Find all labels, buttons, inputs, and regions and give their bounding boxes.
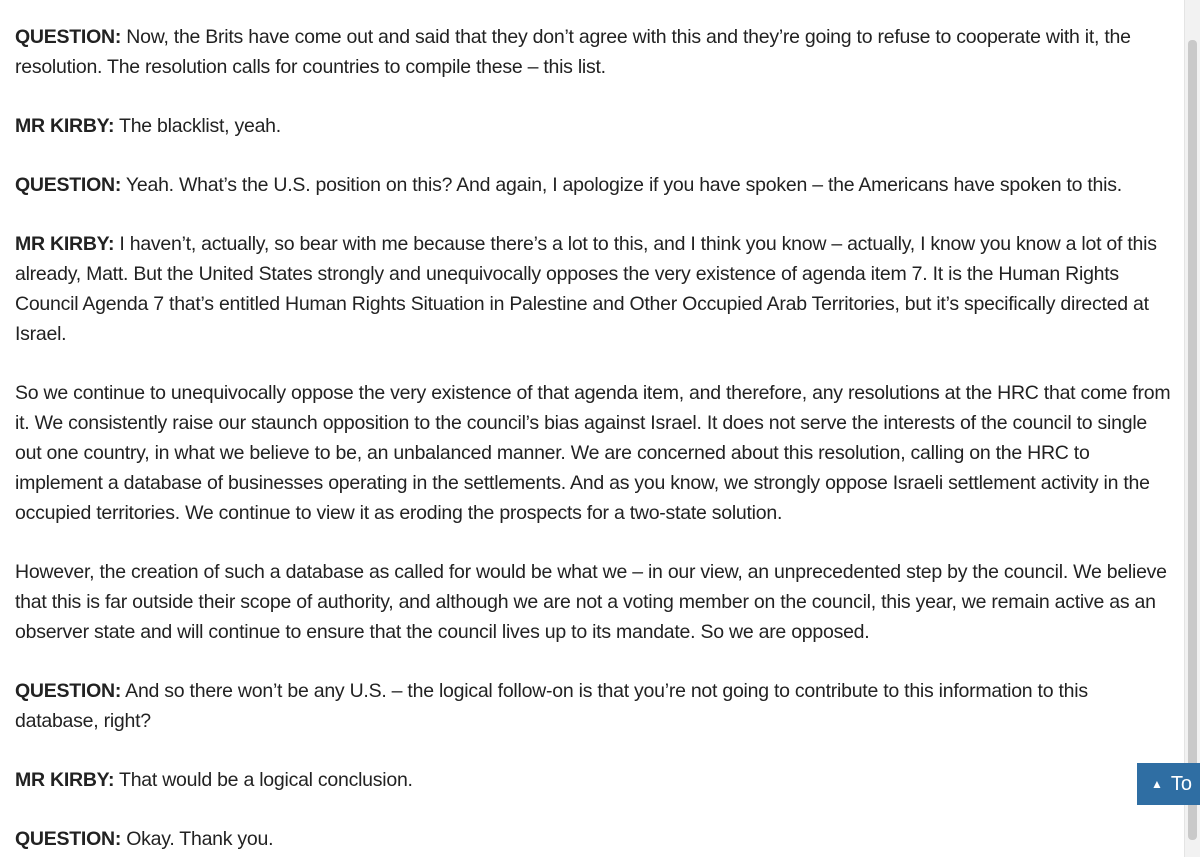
transcript-paragraph (15, 676, 1175, 736)
back-to-top-label: To (1170, 772, 1193, 795)
transcript-paragraph (15, 378, 1175, 528)
speaker-label: MR KIRBY: (15, 233, 115, 255)
vertical-scrollbar[interactable] (1184, 0, 1200, 857)
transcript-paragraph (15, 111, 1175, 141)
paragraph-text: However, the creation of such a database as called for would be what we – in our view, an unprecedented step by the council. We believe that this is far outside their scope of authority, and although we are not a voting member on the council, this year, we remain active as an observer state and will continue to ensure that the council lives up to its mandate. So we are opposed. (15, 561, 1167, 643)
speaker-label: QUESTION: (15, 828, 122, 850)
paragraph-text: Yeah. What’s the U.S. position on this? And again, I apologize if you have spoken – the Americans have spoken to this. (121, 174, 1122, 196)
paragraph-text: And so there won’t be any U.S. – the logical follow-on is that you’re not going to contribute to this information to this database, right? (15, 680, 1088, 732)
paragraph-text: Okay. Thank you. (121, 828, 274, 850)
back-to-top-button[interactable] (1137, 763, 1200, 805)
transcript-paragraph (15, 824, 1175, 854)
transcript-paragraph (15, 22, 1175, 82)
speaker-label: MR KIRBY: (15, 115, 115, 137)
scrollbar-thumb[interactable] (1188, 40, 1197, 840)
triangle-up-icon: ▲ (1151, 777, 1163, 791)
transcript (15, 22, 1175, 857)
speaker-label: MR KIRBY: (15, 769, 115, 791)
paragraph-text: Now, the Brits have come out and said that they don’t agree with this and they’re going to refuse to cooperate with it, the resolution. The resolution calls for countries to compile these – this list. (15, 26, 1131, 78)
speaker-label: QUESTION: (15, 680, 122, 702)
transcript-paragraph (15, 765, 1175, 795)
transcript-paragraph (15, 170, 1175, 200)
speaker-label: QUESTION: (15, 26, 122, 48)
paragraph-text: That would be a logical conclusion. (114, 769, 413, 791)
speaker-label: QUESTION: (15, 174, 122, 196)
paragraph-text: So we continue to unequivocally oppose the very existence of that agenda item, and therefore, any resolutions at the HRC that come from it. We consistently raise our staunch opposition to the council’s bias against Israel. It does not serve the interests of the council to single out one country, in what we believe to be, an unbalanced manner. We are concerned about this resolution, calling on the HRC to implement a database of businesses operating in the settlements. And as you know, we strongly oppose Israeli settlement activity in the occupied territories. We continue to view it as eroding the prospects for a two-state solution. (15, 382, 1171, 524)
paragraph-text: I haven’t, actually, so bear with me because there’s a lot to this, and I think you know – actually, I know you know a lot of this already, Matt. But the United States strongly and unequivocally opposes the very existence of agenda item 7. It is the Human Rights Council Agenda 7 that’s entitled Human Rights Situation in Palestine and Other Occupied Arab Territories, but it’s specifically directed at Israel. (15, 233, 1157, 345)
paragraph-text: The blacklist, yeah. (114, 115, 281, 137)
transcript-paragraph (15, 229, 1175, 349)
transcript-paragraph (15, 557, 1175, 647)
